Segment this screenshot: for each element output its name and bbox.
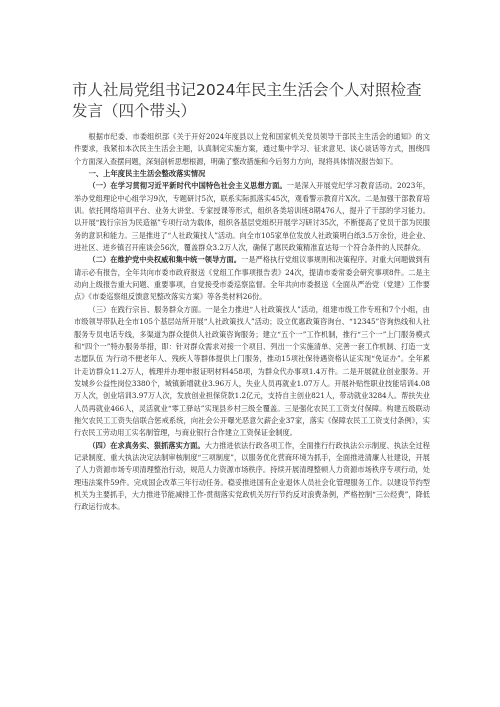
page-title: 市人社局党组书记2024年民主生活会个人对照检查发言（四个带头） xyxy=(72,81,422,120)
body-paragraph xyxy=(74,254,430,303)
body-paragraph xyxy=(74,180,430,254)
section-heading: 一、上年度民主生活会整改落实情况 xyxy=(88,169,206,179)
paragraph-lead: （一）在学习贯彻习近平新时代中国特色社会主义思想方面。 xyxy=(88,181,287,191)
document-body xyxy=(74,131,430,514)
paragraph-text: 一是严格执行党组议事规则和决策程序。对重大问题做到有请示必有报告，全年共向市委市政府报送《党组工作事项报告表》24次，提请市委常委会研究事项8件。二是主动向上级报告重大问题、重要事项，自觉接受市委巡察监督。全年共向市委报送《全面从严治党（党建）工作要点》《市委巡察组反馈意见整改落实方案》等各类材料26份。 xyxy=(74,255,430,302)
paragraph-text: 大力推进依法行政各项工作，全面推行行政执法公示制度、执法全过程记录制度、重大执法决定法制审核制度“三项制度”，以服务优化营商环境为抓手，全面推进清廉人社建设，开展了人力资源市场专项清理整治行动，规范人力资源市场秩序。持续开展清理整顿人力资源市场秩序专项行动，处理违法案件59件。完成国企改革三年行动任务。稳妥推进国有企业退休人员社会化管理服务工作。以建设节约型机关为主要抓手，大力推进节能减排工作-贯彻落实党政机关厉行节约反对浪费条例，严格控制“三公经费”，降低行政运行成本。 xyxy=(74,440,430,512)
paragraph-lead: （二）在维护党中央权威和集中统一领导方面。 xyxy=(88,255,242,265)
paragraph-text: 一是深入开展党纪学习教育活动。2023年，举办党组理论中心组学习9次，专题研讨5次，联系实际抓落实45次，观看警示教育片X次。二是加强干部教育培训。依托网络培训平台、业务大讲堂、专家授课等形式，组织各类培训班8期476人，提升了干部的学习能力。以开展“践行宗旨为民造福”专项行动为载体，组织各基层党组织开展学习研讨35次，不断提高了党员干部为民服务的意识和能力。三是推进了“人社政策找人”活动。向全市105家单位发放人社政策明白纸3.5万余份，进企业、进社区、进乡镇召开座谈会56次，覆盖群众3.2万人次，确保了惠民政策精准直达每一个符合条件的人民群众。 xyxy=(74,181,430,253)
paragraph-lead: （四）在求真务实、狠抓落实方面。 xyxy=(88,440,205,450)
body-paragraph xyxy=(74,440,430,514)
body-paragraph: （三）在践行宗旨、服务群众方面。一是全力推进“人社政策找人”活动，组建市级工作专班和7个小组，由市级领导带队赴全市105个基层站所开展“人社政策找人”活动；设立优惠政策咨询台、“12345”咨询热线和人社服务专员电话专线，多渠道为群众提供人社政策咨询服务；建立“五个一”工作机制，推行“三个一”上门服务模式和“四个一”特办服务举措，即：针对群众需求对接一个项目、列出一个实施清单、完善一套工作机制、打造一支志愿队伍 为行动不便老年人、残疾人等群体提供上门服务，推动15项社保待遇资格认证实现“免证办”。全年累计走访群众11.2万人，梳理并办理申报证明材料458项，为群众代办事项1.4万件。二是开展就业创业服务。开发城乡公益性岗位3380个，城镇新增就业3.96万人，失业人员再就业1.07万人。开展补贴性职业技能培训4.08万人次，创业培训3.97万人次，发放创业担保贷款1.2亿元，支持自主创业821人，带动就业3284人。帮扶失业人员再就业466人，灵活就业“零工驿站”实现县乡村三级全覆盖。三是强化农民工工资支付保障。构建五级联动拖欠农民工工资失信联合惩戒系统，向社会公开曝光恶意欠薪企业37家，落实《保障农民工工资支付条例》，实行农民工劳动用工实名制管理，与商业银行合作建立工资保证金制度。 xyxy=(74,304,430,438)
intro-paragraph: 根据市纪委、市委组织部《关于开好2024年度县以上党和国家机关党员领导干部民主生活会的通知》的文件要求，我紧扣本次民主生活会主题，认真制定实施方案，通过集中学习、征求意见、谈心谈话等方式，围绕四个方面深入查摆问题，深刻剖析思想根源，明确了整改措施和今后努力方向，现将具体情况报告如下。 xyxy=(74,132,430,166)
